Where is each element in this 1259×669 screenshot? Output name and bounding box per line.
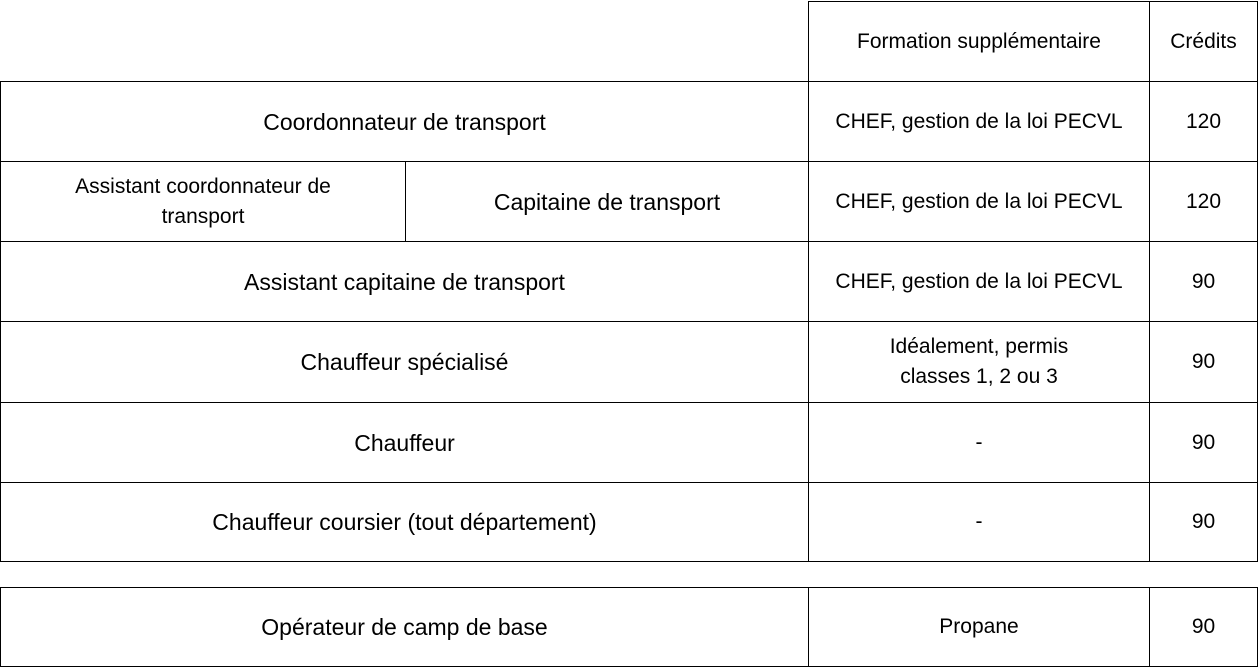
credits-cell: 90: [1149, 402, 1258, 483]
formation-cell: CHEF, gestion de la loi PECVL: [808, 241, 1150, 322]
role-cell: Chauffeur: [0, 402, 809, 483]
formation-cell: CHEF, gestion de la loi PECVL: [808, 161, 1150, 242]
credits-cell: 120: [1149, 161, 1258, 242]
formation-cell: -: [808, 482, 1150, 562]
formation-cell: Propane: [808, 587, 1150, 667]
formation-cell: CHEF, gestion de la loi PECVL: [808, 81, 1150, 162]
formation-cell: -: [808, 402, 1150, 483]
role-cell-right: Capitaine de transport: [405, 161, 809, 242]
role-cell: Chauffeur coursier (tout département): [0, 482, 809, 562]
role-cell: Chauffeur spécialisé: [0, 321, 809, 403]
role-cell: Assistant capitaine de transport: [0, 241, 809, 322]
credits-cell: 90: [1149, 482, 1258, 562]
credits-cell: 90: [1149, 241, 1258, 322]
credits-cell: 90: [1149, 587, 1258, 667]
credits-cell: 90: [1149, 321, 1258, 403]
header-credits: Crédits: [1149, 1, 1258, 82]
formation-cell: Idéalement, permis classes 1, 2 ou 3: [808, 321, 1150, 403]
role-cell: Opérateur de camp de base: [0, 587, 809, 667]
role-cell-left: Assistant coordonnateur de transport: [0, 161, 406, 242]
credits-cell: 120: [1149, 81, 1258, 162]
header-formation: Formation supplémentaire: [808, 1, 1150, 82]
role-cell: Coordonnateur de transport: [0, 81, 809, 162]
header-empty-cell: [0, 1, 809, 82]
